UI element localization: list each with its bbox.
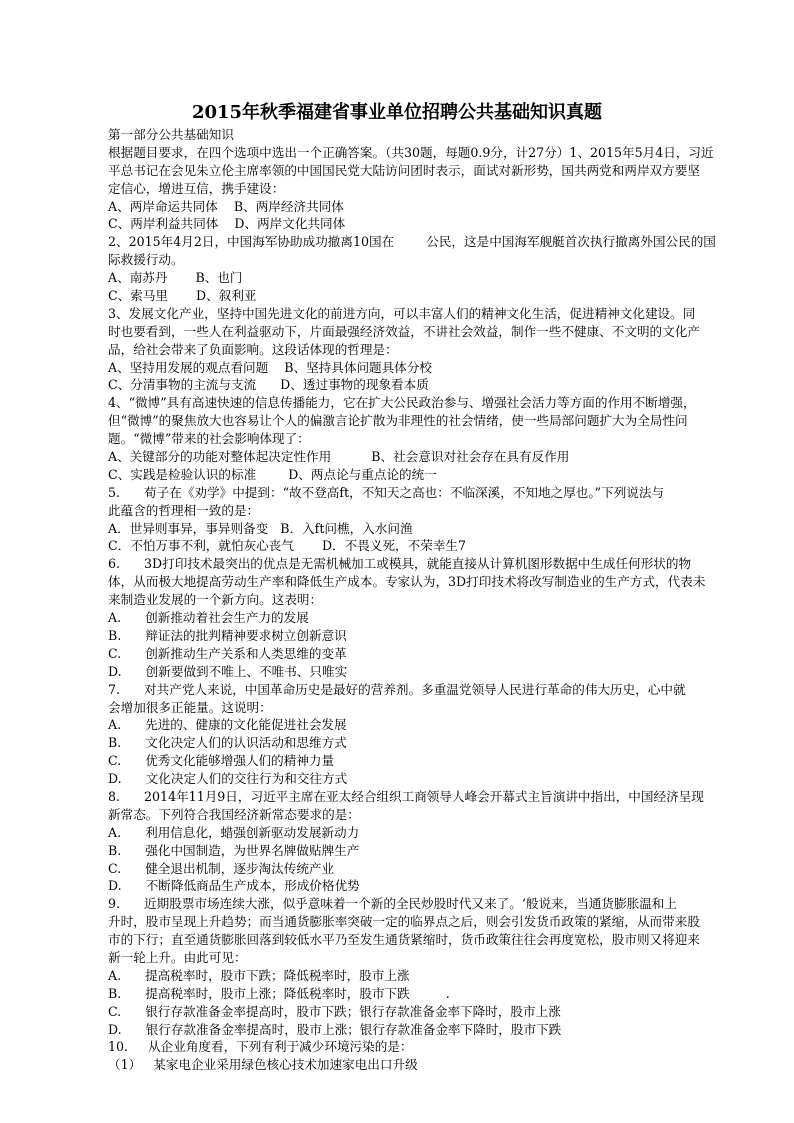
text-line: 10. 从企业角度看，下列有利于减少环境污染的是： — [108, 1039, 413, 1055]
text-line: 第一部分公共基础知识 — [108, 127, 234, 142]
text-line: B. 提高税率时，股市上涨；降低税率时，股市下跌 . — [108, 985, 450, 1001]
text-line: C. 优秀文化能够增强人们的精神力量 — [108, 753, 335, 769]
text-line: A、两岸命运共同体 B、两岸经济共同体 — [108, 198, 344, 214]
text-line: C、索马里 D、叙利亚 — [108, 288, 257, 304]
text-line: 来制造业发展的一个新方向。这表明： — [108, 592, 323, 608]
text-line: 4、“微博”具有高速快速的信息传播能力，它在扩大公民政治参与、增强社会活力等方面的作用不断增强， — [108, 395, 696, 411]
text-line: C. 健全退出机制，逐步淘汰传统产业 — [108, 860, 335, 876]
text-line: D. 银行存款准备金率提高时，股市上涨；银行存款准备金率下降时，股市下跌 — [108, 1021, 562, 1037]
text-line: D. 不断降低商品生产成本，形成价格优势 — [108, 878, 360, 894]
text-line: 但“微博”的聚焦放大也容易让个人的偏激言论扩散为非理性的社会情绪，使一些局部问题扩大为全局性问 — [108, 413, 688, 429]
text-line: B. 文化决定人们的认识活动和思维方式 — [108, 735, 347, 751]
text-line: 7. 对共产党人来说，中国革命历史是最好的营养剂。多重温党领导人民进行革命的伟大历史，心中就 — [108, 681, 686, 697]
text-line: A. 利用信息化，蜡强创新驱动发展新动力 — [108, 824, 360, 840]
text-line: 新一轮上升。由此可见： — [108, 949, 247, 965]
text-line: A、关键部分的功能对整体起决定性作用 B、社会意识对社会存在具有反作用 — [108, 449, 570, 465]
text-line: 体，从而极大地提高劳动生产率和降低生产成本。专家认为，3D打印技术将改写制造业的生产方式，代表未 — [108, 574, 706, 590]
text-line: A. 先进的、健康的文化能促进社会发展 — [108, 717, 347, 733]
text-line: 新常态。下列符合我国经济新常态要求的是： — [108, 806, 360, 822]
text-line: A、坚持用发展的观点看问题 B、坚持具体问题具体分校 — [108, 359, 433, 375]
text-line: D. 文化决定人们的交往行为和交往方式 — [108, 771, 348, 787]
text-line: C. 银行存款准备金率提高时，股市下跌；银行存款准备金率下降时，股市上涨 — [108, 1003, 561, 1019]
text-line: 定信心，增进互信，携手建设： — [108, 180, 285, 196]
document-title: 2015年秋季福建省事业单位招聘公共基础知识真题 — [191, 102, 603, 123]
text-line: 市的下行；直至通货膨胀回落到较低水平乃至发生通货紧缩时，货币政策往往会再度宽松，股市则又将迎来 — [108, 932, 700, 948]
text-line: A、南苏丹 B、也门 — [108, 270, 243, 286]
text-line: 5. 荀子在《劝学》中提到：“故不登高ft，不知天之高也：不临深溪，不知地之厚也。”下列说法与 — [108, 484, 665, 500]
text-line: D. 创新要做到不唯上、不唯书、只唯实 — [108, 663, 348, 679]
document-body — [108, 126, 776, 1074]
text-line: C、分清事物的主流与支流 D、透过事物的现象看本质 — [108, 377, 429, 393]
text-line: 品，给社会带来了负面影响。这段话体现的哲理是： — [108, 341, 398, 357]
text-line: （1） 某家电企业采用绿色核心技术加速家电出口升级 — [108, 1057, 418, 1073]
text-line: B. 强化中国制造，为世界名牌做贴牌生产 — [108, 842, 360, 858]
text-line: 3、发展文化产业，坚持中国先进文化的前进方向，可以丰富人们的精神文化生活，促进精神文化建设。同 — [108, 305, 696, 321]
text-line: 2、2015年4月2日，中国海军协助成功撤离10国在 公民，这是中国海军舰艇首次执行撤离外国公民的国 — [108, 234, 716, 250]
text-line: 平总书记在会见朱立伦主席率领的中国国民党大陆访问团时表示，面试对新形势，国共两党和两岸双方要坚 — [108, 162, 700, 178]
text-line: 题。“微博”带来的社会影响体现了： — [108, 431, 310, 447]
text-line: 时也要看到，一些人在利益驱动下，片面最强经济效益，不讲社会效益，制作一些不健康、不文明的文化产 — [108, 323, 700, 339]
text-line: 8. 2014年11月9日，习近平主席在亚太经合组织工商领导人峰会开幕式主旨演讲中指出，中国经济呈现 — [108, 788, 704, 804]
text-line: B. 辩证法的批判精神要求树立创新意识 — [108, 627, 347, 643]
text-line: 根据题目要求，在四个选项中选出一个正确答案。（共30题，每题0.9分，计27分）1、2015年5月4日，习近 — [108, 144, 714, 160]
text-line: 会增加很多正能量。这说明： — [108, 699, 272, 715]
text-line: 9. 近期股票市场连续大涨，似乎意味着一个新的全民炒股时代又来了。‘般说来，当通货膨胀温和上 — [108, 896, 677, 912]
text-line: C．不怕万事不利，就怕灰心丧气 D．不畏义死，不荣幸生7 — [108, 538, 467, 554]
text-line: C. 创新推动生产关系和人类思维的变革 — [108, 645, 347, 661]
text-line: C、实践是检验认识的标准 D、两点论与重点论的统一 — [108, 466, 437, 482]
text-line: A．世异则事异，事异则备变 B．入ft问樵，入水问渔 — [108, 520, 413, 536]
text-line: 升时，股市呈现上升趋势；而当通货膨胀率突破一定的临界点之后，则会引发货币政策的紧缩，从而带来股 — [108, 914, 700, 930]
text-line: 此蕴含的哲理相一致的是： — [108, 502, 260, 518]
text-line: 6. 3D打印技术最突出的优点是无需机械加工或模具，就能直接从计算机图形数据中生成任何形状的物 — [108, 556, 692, 572]
text-line: C、两岸利益共同体 D、两岸文化共同体 — [108, 216, 346, 232]
text-line: 际救援行动。 — [108, 252, 184, 268]
text-line: A. 提高税率时，股市下跌；降低税率时，股市上涨 — [108, 967, 410, 983]
text-line: A. 创新推动着社会生产力的发展 — [108, 610, 309, 626]
